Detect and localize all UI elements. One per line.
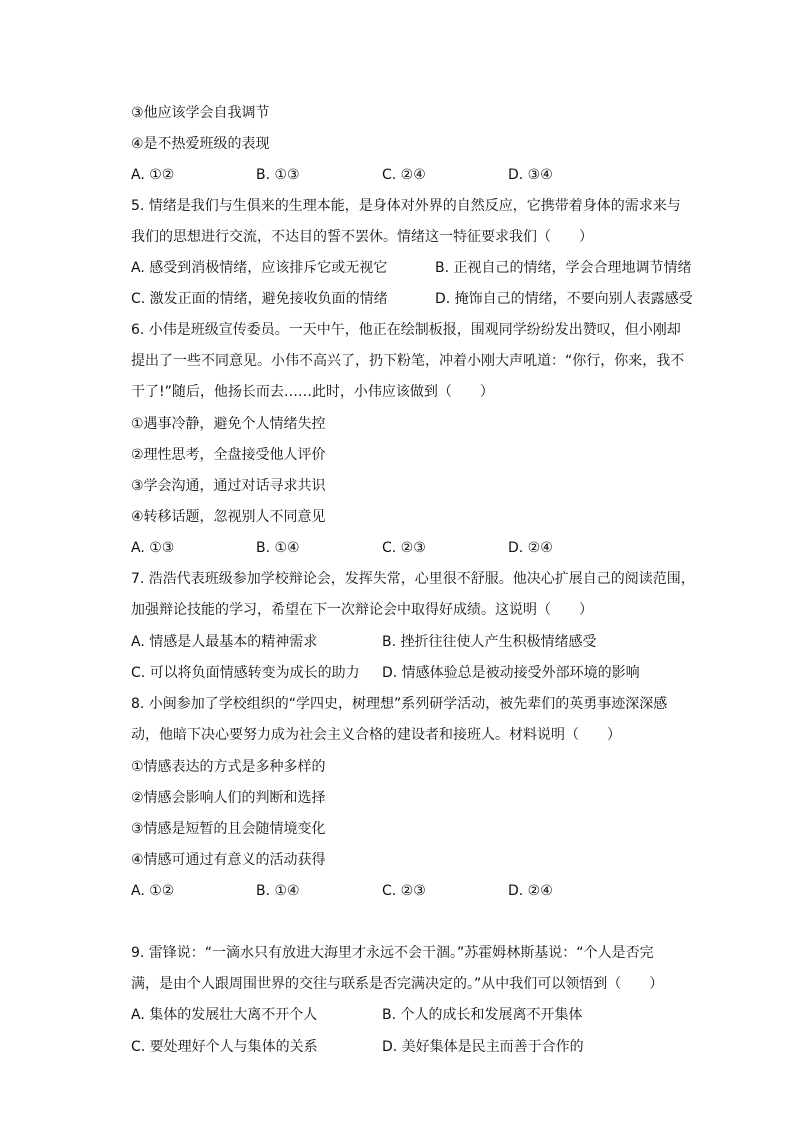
q6-item-4: ④转移话题，忽视别人不同意见: [131, 509, 326, 525]
q8-item-2: ②情感会影响人们的判断和选择: [131, 790, 326, 806]
carry-item-4: ④是不热爱班级的表现: [131, 136, 270, 152]
q6-item-1: ①遇事冷静，避免个人情绪失控: [131, 416, 326, 432]
q6-option-a: A. ①③: [131, 540, 175, 556]
q8-option-d: D. ②④: [508, 883, 553, 899]
q6-stem-line2: 提出了一些不同意见。小伟不高兴了，扔下粉笔，冲着小刚大声吼道：“你行，你来，我不: [131, 353, 685, 369]
q6-option-d: D. ②④: [508, 540, 553, 556]
q9-option-a: A. 集体的发展壮大离不开个人: [131, 1007, 318, 1023]
q8-item-4: ④情感可通过有意义的活动获得: [131, 852, 326, 868]
q8-option-b: B. ①④: [256, 883, 300, 899]
q6-item-3: ③学会沟通，通过对话寻求共识: [131, 478, 326, 494]
carry-option-c: C. ②④: [382, 167, 426, 183]
q8-option-a: A. ①②: [131, 883, 175, 899]
q7-option-d: D. 情感体验总是被动接受外部环境的影响: [382, 665, 640, 681]
q7-option-c: C. 可以将负面情感转变为成长的助力: [131, 665, 360, 681]
q9-stem-line2: 满，是由个人跟周围世界的交往与联系是否完满决定的。”从中我们可以领悟到（ ）: [131, 976, 664, 992]
q6-item-2: ②理性思考，全盘接受他人评价: [131, 447, 326, 463]
q9-option-c: C. 要处理好个人与集体的关系: [131, 1039, 318, 1055]
q6-option-c: C. ②③: [382, 540, 426, 556]
q5-option-d: D. 掩饰自己的情绪，不要向别人表露感受: [435, 291, 693, 307]
q7-option-b: B. 挫折往往使人产生积极情绪感受: [382, 634, 597, 650]
q9-option-b: B. 个人的成长和发展离不开集体: [382, 1007, 583, 1023]
q8-option-c: C. ②③: [382, 883, 426, 899]
q9-stem-line1: 9. 雷锋说：“一滴水只有放进大海里才永远不会干涸。”苏霍姆林斯基说：“个人是否完: [131, 945, 654, 961]
carry-item-3: ③他应该学会自我调节: [131, 105, 270, 121]
q8-stem-line2: 动，他暗下决心要努力成为社会主义合格的建设者和接班人。材料说明（ ）: [131, 727, 621, 743]
q5-stem-line1: 5. 情绪是我们与生俱来的生理本能，是身体对外界的自然反应，它携带着身体的需求来与: [131, 198, 681, 214]
q6-stem-line1: 6. 小伟是班级宣传委员。一天中午，他正在绘制板报，围观同学纷纷发出赞叹，但小刚却: [131, 322, 681, 338]
q7-stem-line2: 加强辩论技能的学习，希望在下一次辩论会中取得好成绩。这说明（ ）: [131, 602, 593, 618]
q5-stem-line2: 我们的思想进行交流，不达目的誓不罢休。情绪这一特征要求我们（ ）: [131, 229, 593, 245]
q8-item-1: ①情感表达的方式是多种多样的: [131, 759, 326, 775]
carry-option-d: D. ③④: [508, 167, 553, 183]
q8-item-3: ③情感是短暂的且会随情境变化: [131, 821, 326, 837]
carry-option-b: B. ①③: [256, 167, 300, 183]
q6-option-b: B. ①④: [256, 540, 300, 556]
q7-stem-line1: 7. 浩浩代表班级参加学校辩论会，发挥失常，心里很不舒服。他决心扩展自己的阅读范围，: [131, 571, 695, 587]
q6-stem-line3: 干了!”随后，他扬长而去……此时，小伟应该做到（ ）: [131, 384, 494, 400]
q8-stem-line1: 8. 小闽参加了学校组织的“学四史，树理想”系列研学活动，被先辈们的英勇事迹深深感: [131, 696, 668, 712]
q5-option-a: A. 感受到消极情绪，应该排斥它或无视它: [131, 260, 388, 276]
q5-option-c: C. 激发正面的情绪，避免接收负面的情绪: [131, 291, 388, 307]
q7-option-a: A. 情感是人最基本的精神需求: [131, 634, 318, 650]
q5-option-b: B. 正视自己的情绪，学会合理地调节情绪: [435, 260, 692, 276]
carry-option-a: A. ①②: [131, 167, 175, 183]
q9-option-d: D. 美好集体是民主而善于合作的: [382, 1039, 584, 1055]
